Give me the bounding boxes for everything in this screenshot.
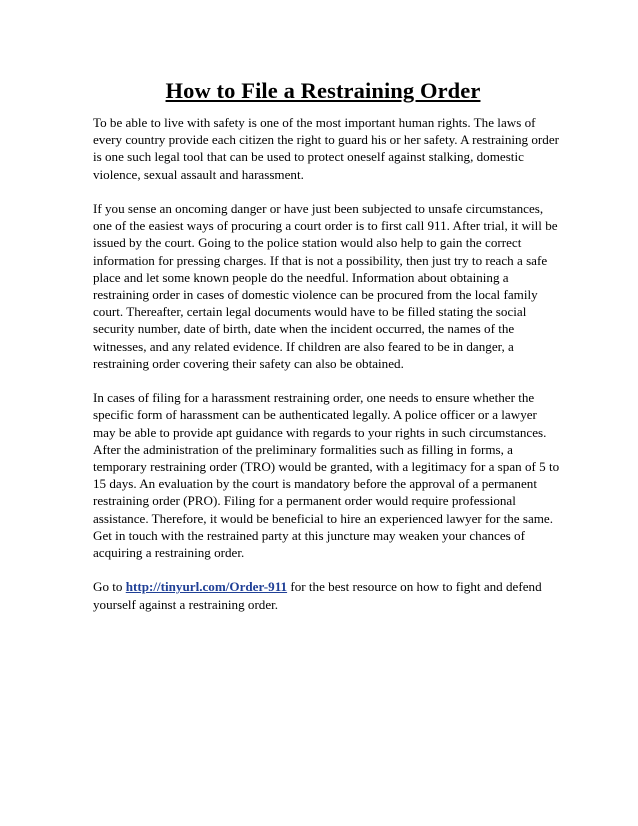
paragraph-intro [93,114,559,183]
text-line: assistance. Therefore, it would be beneficial to hire an experienced lawyer for the same. [93,510,554,526]
text-line: restraining order in cases of domestic violence can be procured from the local family [93,287,538,303]
text-line: one of the easiest ways of procuring a court order is to first call 911. After trial, it will be [93,218,558,234]
text-line: yourself against a restraining order. [93,596,279,612]
document-title: How to File a Restraining Order [165,78,481,103]
text-line: If you sense an oncoming danger or have just been subjected to unsafe circumstances, [93,201,544,216]
text-line: witnesses, and any related evidence. If children are also feared to be in danger, a [93,338,514,354]
text-line: restraining order covering their safety can also be obtained. [93,355,404,371]
text-line: place and let some known people do the needful. Information about obtaining a [93,269,509,285]
resource-link[interactable]: http://tinyurl.com/Order-911 [125,579,288,595]
text-line: is one such legal tool that can be used to protect oneself against stalking, domestic [93,149,524,165]
text-line: violence, sexual assault and harassment. [93,166,304,182]
closing-suffix: for the best resource on how to fight and defend [287,579,542,595]
text-line: every country provide each citizen the right to guard his or her safety. A restraining order [93,132,559,148]
text-line: information for pressing charges. If that is not a possibility, then just try to reach a safe [93,252,548,268]
text-line: In cases of filing for a harassment restraining order, one needs to ensure whether the [93,390,535,406]
paragraph-danger [93,200,558,372]
text-line: Get in touch with the restrained party at this juncture may weaken your chances of [93,527,525,543]
text-line: To be able to live with safety is one of the most important human rights. The laws of [93,115,536,130]
text-line: specific form of harassment can be authenticated legally. A police officer or a lawyer [93,407,537,423]
text-line: security number, date of birth, date when the incident occurred, the names of the [93,321,515,337]
paragraph-harassment [93,389,560,561]
text-line: issued by the court. Going to the police station would also help to gain the correct [93,235,522,251]
text-line: After the administration of the preliminary formalities such as filling in forms, a [93,441,513,457]
text-line: may be able to provide apt guidance with regards to your rights in such circumstances. [93,424,547,440]
text-line: restraining order (PRO). Filing for a permanent order would require professional [93,493,516,509]
text-line: acquiring a restraining order. [93,545,245,561]
paragraph-closing [93,578,553,612]
text-line: court. Thereafter, certain legal documents would have to be filled stating the social [93,304,527,320]
text-line: temporary restraining order (TRO) would be granted, with a legitimacy for a span of 5 to [93,459,560,475]
text-line [93,578,553,595]
closing-prefix: Go to [93,579,126,595]
document-page [93,77,560,630]
text-line: 15 days. An evaluation by the court is mandatory before the approval of a permanent [93,476,537,492]
